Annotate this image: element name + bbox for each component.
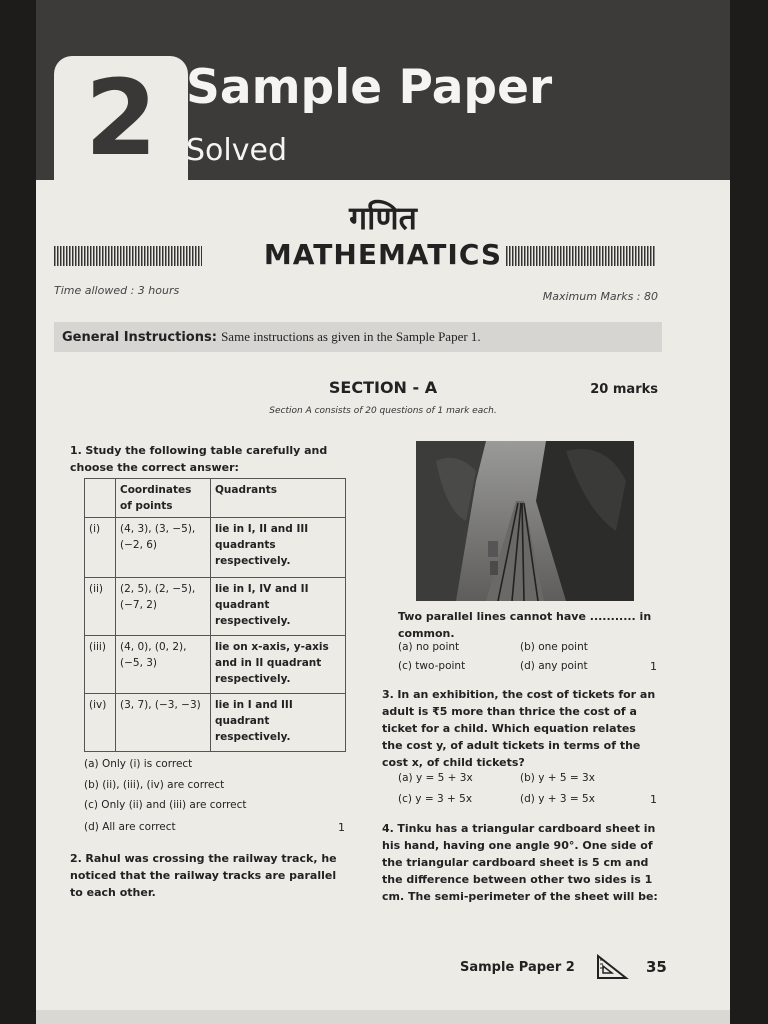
table-row	[85, 578, 346, 636]
table-cell: (iii)	[85, 636, 116, 694]
q1-option-a: (a) Only (i) is correct	[84, 758, 193, 770]
footer-label: Sample Paper 2	[460, 960, 575, 975]
q3-marks: 1	[650, 793, 657, 806]
railway-track-photo	[416, 441, 634, 601]
subject-english: MATHEMATICS	[263, 238, 503, 271]
table-header-cell	[85, 479, 116, 518]
question-2-blank-text: Two parallel lines cannot have ........... in common.	[398, 610, 652, 640]
table-cell: (iv)	[85, 694, 116, 752]
paper-number-box	[54, 56, 188, 180]
table-header-row	[85, 479, 346, 518]
question-3-number: 3.	[382, 688, 394, 701]
general-instructions	[54, 322, 662, 352]
q3-option-a: (a) y = 5 + 3x	[398, 772, 473, 784]
table-header-cell: Quadrants	[211, 479, 346, 518]
table-cell: (4, 0), (0, 2), (−5, 3)	[116, 636, 211, 694]
table-header-cell: Coordinates of points	[116, 479, 211, 518]
subject-row	[36, 236, 730, 276]
question-4	[382, 820, 660, 905]
max-marks: Maximum Marks : 80	[542, 290, 658, 303]
table-cell: lie on x-axis, y-axis and in II quadrant respectively.	[211, 636, 346, 694]
page-number: 35	[646, 958, 667, 976]
q2-option-b: (b) one point	[520, 641, 588, 653]
q2-option-a: (a) no point	[398, 641, 460, 653]
q3-option-b: (b) y + 5 = 3x	[520, 772, 595, 784]
question-2-continued	[398, 608, 666, 642]
table-cell: (i)	[85, 518, 116, 578]
table-row	[85, 694, 346, 752]
section-title: SECTION - A	[328, 378, 438, 397]
table-cell: lie in I, II and III quadrants respectively.	[211, 518, 346, 578]
set-square-icon	[596, 954, 630, 980]
page-bottom-edge	[36, 1010, 730, 1024]
paper-number: 2	[84, 57, 158, 179]
table-cell: (2, 5), (2, −5), (−7, 2)	[116, 578, 211, 636]
q2-option-c: (c) two-point	[398, 660, 466, 672]
question-1-table	[84, 478, 346, 752]
paper-title: Sample Paper	[186, 60, 553, 115]
table-cell: lie in I and III quadrant respectively.	[211, 694, 346, 752]
q1-option-d: (d) All are correct	[84, 821, 176, 833]
question-4-text: Tinku has a triangular cardboard sheet in his hand, having one angle 90°. One side of the triangular cardboard sheet is 5 cm and the difference between other two sides is 1 cm. The semi-perimeter of the sheet will be:	[382, 822, 658, 903]
page	[36, 0, 730, 1024]
time-allowed: Time allowed : 3 hours	[54, 284, 180, 297]
question-1-number: 1.	[70, 444, 82, 457]
q1-option-c: (c) Only (ii) and (iii) are correct	[84, 799, 247, 811]
question-1	[70, 442, 346, 476]
q2-option-d: (d) any point	[520, 660, 588, 672]
table-cell: (3, 7), (−3, −3)	[116, 694, 211, 752]
q1-option-b: (b) (ii), (iii), (iv) are correct	[84, 779, 225, 791]
instructions-label: General Instructions:	[62, 330, 217, 345]
question-1-text: Study the following table carefully and choose the correct answer:	[70, 444, 328, 474]
paper-subtitle: Solved	[186, 133, 287, 168]
q3-option-c: (c) y = 3 + 5x	[398, 793, 473, 805]
question-4-number: 4.	[382, 822, 394, 835]
barcode-right-decoration	[506, 246, 656, 266]
table-row	[85, 636, 346, 694]
table-cell: (ii)	[85, 578, 116, 636]
q2-marks: 1	[650, 660, 657, 673]
instructions-text: Same instructions as given in the Sample Paper 1.	[221, 329, 481, 344]
section-note: Section A consists of 20 questions of 1 mark each.	[269, 406, 497, 416]
table-row	[85, 518, 346, 578]
subject-hindi: गणित	[349, 199, 417, 237]
question-3-text: In an exhibition, the cost of tickets for an adult is ₹5 more than thrice the cost of a ticket for a child. Which equation relates the cost y, of adult tickets in terms of the cost x, of child tickets?	[382, 688, 656, 769]
table-cell: lie in I, IV and II quadrant respectively.	[211, 578, 346, 636]
q1-marks: 1	[338, 821, 345, 834]
question-2-number: 2.	[70, 852, 82, 865]
question-2-text: Rahul was crossing the railway track, he noticed that the railway tracks are parallel to each other.	[70, 852, 337, 899]
table-cell: (4, 3), (3, −5), (−2, 6)	[116, 518, 211, 578]
q3-option-d: (d) y + 3 = 5x	[520, 793, 595, 805]
question-2	[70, 850, 350, 901]
question-3	[382, 686, 660, 771]
section-marks: 20 marks	[590, 382, 658, 397]
